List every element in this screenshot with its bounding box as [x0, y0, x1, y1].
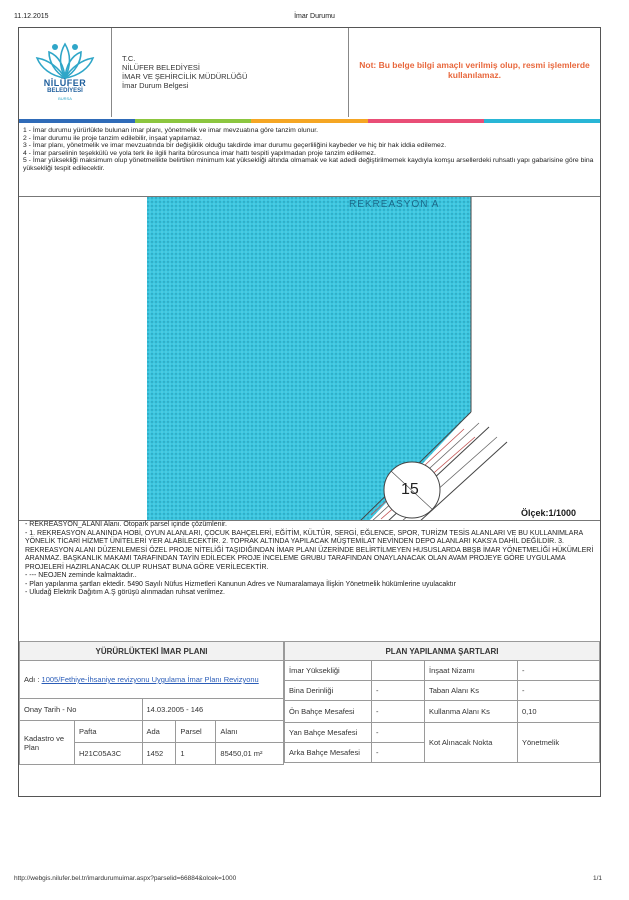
org-line-doc-type: İmar Durum Belgesi [122, 81, 189, 90]
stripe-orange [251, 119, 367, 123]
scale-label: Ölçek:1/1000 [521, 508, 577, 518]
notice-text: Not: Bu belge bilgi amaçlı verilmiş olup, resmi işlemlerde kullanılamaz. [359, 60, 590, 80]
logo-name: NİLÜFER [43, 78, 87, 88]
ada-value: 1452 [142, 743, 176, 765]
col-pafta: Pafta [75, 721, 143, 743]
logo-subname: BELEDİYESİ [47, 88, 83, 94]
condition-label: İnşaat Nizamı [425, 661, 518, 681]
plan-notes [25, 521, 597, 598]
side-garden-label: Yan Bahçe Mesafesi [285, 723, 372, 743]
stripe-cyan [484, 119, 600, 123]
condition-value: - [372, 701, 425, 723]
plan-name-label: Adı : [24, 675, 40, 684]
parsel-value: 1 [176, 743, 216, 765]
footer-url: http://webgis.nilufer.bel.tr/imardurumuimar.aspx?parselid=66884&olcek=1000 [14, 875, 237, 882]
note-item: - --- NEOJEN zeminde kalmaktadır.. [25, 572, 137, 579]
condition-value: - [518, 661, 600, 681]
condition-label: Ön Bahçe Mesafesi [285, 701, 372, 723]
rule-item: 4 - İmar parselinin teşekkülü ve yola terk ile ilgili harita bürosunca imar hattı tespiti yapılmadan proje tanzim edilemez. [23, 149, 376, 157]
col-alani: Alanı [216, 721, 284, 743]
condition-label: Bina Derinliği [285, 681, 372, 701]
note-item: - 1. REKREASYON ALANINDA HOBİ, OYUN ALANLARI, ÇOCUK BAHÇELERİ, EĞİTİM, KÜLTÜR, SERGİ, EĞLENCE, SPOR, TURİZM TESİS ALANLARI VE BU KULLANIMLARA YÖNELİK TİCARİ HİZMET ÜNİTELERİ YER ALABİLECEKTİR. 2. TOPRAK ALTINDA YAPILACAK MÜŞTEMİLAT NEVİNDEN DEPO ALANLARI KAKS'A DAHİL DEĞİLDİR. 3. REKREASYON ALANI DÜZENLEMESİ ÖZEL PROJE NİTELİĞİ TAŞIDIĞINDAN İMAR PLANI ÜZERİNDE BELİRTİLMEYEN HUSUSLARDA BBŞB İMAR YÖNETMELİĞİ HÜKÜMLERİ ARANMAZ. BAŞKANLIK MAKAMI TARAFINDAN TAYİN EDİLECEK PROJE İNCELEME GRUBU TARAFINDAN ONAYLANACAK OLAN AVAM PROJEYE GÖRE UYGULAMA PROJELERİ HAZIRLANACAK OLUP RUHSAT BUNA GÖRE VERİLECEKTİR. [25, 529, 594, 571]
condition-label: İmar Yüksekliği [285, 661, 372, 681]
organization-block [111, 28, 349, 117]
nilufer-logo [19, 28, 111, 117]
current-plan-table [19, 641, 284, 765]
elevation-point-label: Kot Alınacak Nokta [425, 723, 518, 763]
stripe-green [135, 119, 251, 123]
note-item: - Uludağ Elektrik Dağıtım A.Ş görüşü alınmadan ruhsat verilmez. [25, 589, 225, 596]
cadastre-label: Kadastro ve Plan [20, 721, 75, 765]
logo-tagline: BURSA [58, 96, 72, 101]
rule-item: 3 - İmar planı, yönetmelik ve imar mevzuatında bir değişiklik olduğu takdirde imar durumu geçerliliğini kaybeder ve hiç bir hak iddia edilemez. [23, 142, 447, 150]
approval-label: Onay Tarih - No [20, 699, 143, 721]
condition-value [372, 661, 425, 681]
condition-label: Kullanma Alanı Ks [425, 701, 518, 723]
plan-name-link[interactable]: 1005/Fethiye-İhsaniye revizyonu Uygulama İmar Planı Revizyonu [41, 675, 259, 684]
parcel-number: 15 [401, 481, 419, 498]
building-conditions-heading: PLAN YAPILANMA ŞARTLARI [285, 642, 600, 661]
approval-value: 14.03.2005 - 146 [142, 699, 284, 721]
page-number: 1/1 [593, 875, 603, 882]
pafta-value: H21C05A3C [75, 743, 143, 765]
rules-list [23, 127, 598, 173]
condition-value: - [372, 681, 425, 701]
zone-label: REKREASYON A [349, 199, 440, 210]
print-date: 11.12.2015 [14, 13, 49, 20]
side-garden-value: - [372, 723, 425, 743]
rear-garden-label: Arka Bahçe Mesafesi [285, 743, 372, 763]
col-parsel: Parsel [176, 721, 216, 743]
building-conditions-table [284, 641, 600, 763]
org-line-tc: T.C. [122, 54, 136, 63]
lotus-icon [19, 28, 111, 117]
condition-value: 0,10 [518, 701, 600, 723]
condition-value: - [518, 681, 600, 701]
rear-garden-value: - [372, 743, 425, 763]
plan-name-cell [20, 661, 284, 699]
rule-item: 5 - İmar yüksekliği maksimum olup yönetmelikte belirtilen minimum kat yüksekliği altında olmamak ve kat adedi değiştirilmemek kaydıyla komşu arsellerdeki ruhsatlı yapı gabarisine göre bina yüksekliği tespit edilecektir. [23, 157, 594, 172]
note-item: - REKREASYON_ALANI Alanı. Otopark parsel içinde çözümlenir. [25, 521, 227, 528]
condition-label: Taban Alanı Ks [425, 681, 518, 701]
area-value: 85450,01 m² [216, 743, 284, 765]
map-drawing [19, 197, 600, 521]
color-stripe-bar [19, 117, 600, 125]
rule-item: 1 - İmar durumu yürürlükte bulunan imar planı, yönetmelik ve imar mevzuatına göre tanzim olunur. [23, 127, 319, 134]
org-line-department: İMAR VE ŞEHİRCİLİK MÜDÜRLÜĞÜ [122, 72, 248, 81]
stripe-pink [368, 119, 484, 123]
parcel-map[interactable] [19, 196, 600, 521]
rule-item: 2 - İmar durumu ile proje tanzim edilebilir, inşaat yapılamaz. [23, 134, 203, 142]
current-plan-heading: YÜRÜRLÜKTEKİ İMAR PLANI [20, 642, 284, 661]
page-title: İmar Durumu [294, 13, 335, 20]
stripe-blue [19, 119, 135, 123]
note-item: - Plan yapılanma şartları ektedir. 5490 Sayılı Nüfus Hizmetleri Kanunun Adres ve Numaralamaya İlişkin Yönetmelik hükümlerine uyulacaktır [25, 580, 456, 588]
col-ada: Ada [142, 721, 176, 743]
org-line-municipality: NİLÜFER BELEDİYESİ [122, 63, 200, 72]
elevation-point-value: Yönetmelik [518, 723, 600, 763]
